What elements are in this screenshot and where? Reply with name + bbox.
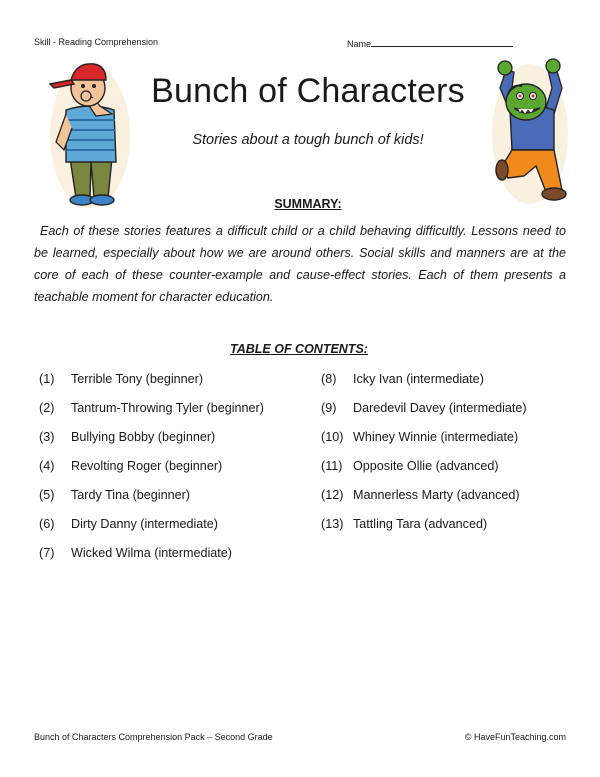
toc-left-column <box>39 367 299 570</box>
toc-item-title: Tantrum-Throwing Tyler (beginner) <box>71 401 264 415</box>
toc-item-number: (9) <box>321 401 337 415</box>
toc-item-number: (4) <box>39 459 55 473</box>
toc-item <box>321 512 581 541</box>
toc-item-number: (13) <box>321 517 344 531</box>
toc-item <box>39 454 299 483</box>
toc-item-title: Opposite Ollie (advanced) <box>353 459 499 473</box>
toc-item-title: Tardy Tina (beginner) <box>71 488 191 502</box>
toc-item <box>321 396 581 425</box>
toc-item-title: Icky Ivan (intermediate) <box>353 372 484 386</box>
toc-item-number: (5) <box>39 488 55 502</box>
toc-item <box>39 425 299 454</box>
toc-item <box>39 396 299 425</box>
name-field[interactable] <box>347 37 513 49</box>
toc-item-number: (2) <box>39 401 55 415</box>
toc-item-title: Dirty Danny (intermediate) <box>71 517 218 531</box>
toc-item-title: Wicked Wilma (intermediate) <box>71 546 232 560</box>
toc-item-title: Bullying Bobby (beginner) <box>71 430 216 444</box>
name-line[interactable] <box>371 37 513 47</box>
toc-item-number: (10) <box>321 430 344 444</box>
toc-item-number: (12) <box>321 488 344 502</box>
summary-text: Each of these stories features a difficult child or a child behaving difficultly. Lessons need to be learned, especially about how we are around others. Social skills and manners are at the core of each of these counter-example and cause-effect stories. Each of them presents a teachable moment for character education. <box>34 224 566 304</box>
toc-item <box>321 367 581 396</box>
toc-item-number: (11) <box>321 459 343 473</box>
footer-copyright: © HaveFunTeaching.com <box>464 732 566 742</box>
summary-heading: SUMMARY: <box>274 197 342 211</box>
toc-item-number: (3) <box>39 430 55 444</box>
toc-right-column <box>321 367 581 541</box>
toc-item-title: Revolting Roger (beginner) <box>71 459 223 473</box>
toc-item <box>321 454 581 483</box>
footer-pack-label: Bunch of Characters Comprehension Pack – Second Grade <box>34 732 273 742</box>
page-title: Bunch of Characters <box>151 72 465 110</box>
toc-item-title: Daredevil Davey (intermediate) <box>353 401 527 415</box>
toc-item-number: (8) <box>321 372 337 386</box>
toc-item-title: Mannerless Marty (advanced) <box>353 488 520 502</box>
toc-item <box>321 425 581 454</box>
toc-item <box>39 483 299 512</box>
toc-heading: TABLE OF CONTENTS: <box>230 342 368 356</box>
toc-item-title: Whiney Winnie (intermediate) <box>353 430 519 444</box>
toc-item-number: (6) <box>39 517 55 531</box>
toc-item-title: Tattling Tara (advanced) <box>353 517 488 531</box>
toc-item-title: Terrible Tony (beginner) <box>71 372 204 386</box>
subtitle: Stories about a tough bunch of kids! <box>192 132 424 148</box>
toc-item <box>39 367 299 396</box>
skill-label: Skill - Reading Comprehension <box>34 37 159 47</box>
toc-item <box>321 483 581 512</box>
toc-item-number: (7) <box>39 546 55 560</box>
toc-item <box>39 512 299 541</box>
toc-item-number: (1) <box>39 372 55 386</box>
toc-item <box>39 541 299 570</box>
name-label: Name <box>347 39 372 49</box>
